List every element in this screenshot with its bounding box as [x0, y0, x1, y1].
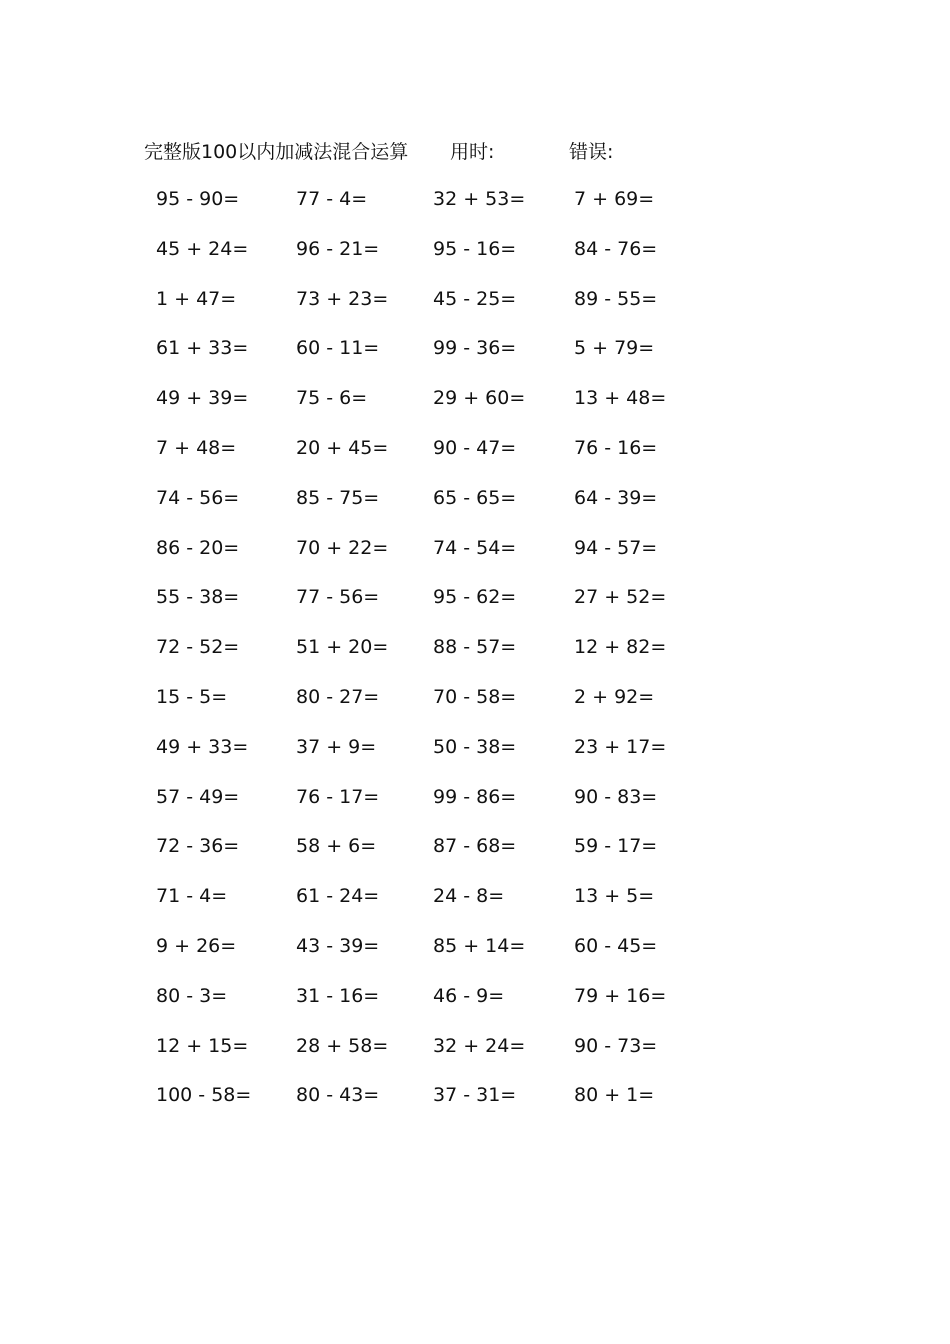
math-problem: 74 - 54= [433, 536, 517, 559]
problem-row [0, 235, 950, 285]
math-problem: 99 - 36= [433, 337, 517, 360]
math-problem: 45 - 25= [433, 287, 517, 310]
math-problem: 88 - 57= [433, 636, 517, 659]
math-problem: 73 + 23= [296, 287, 389, 310]
problem-row [0, 982, 950, 1032]
problem-row [0, 583, 950, 633]
math-problem: 59 - 17= [574, 835, 658, 858]
error-label: 错误: [569, 141, 614, 163]
math-problem: 60 - 11= [296, 337, 380, 360]
problem-row [0, 185, 950, 235]
problem-row [0, 434, 950, 484]
math-problem: 23 + 17= [574, 735, 667, 758]
math-problem: 79 + 16= [574, 984, 667, 1007]
math-problem: 100 - 58= [156, 1084, 252, 1107]
math-problem: 89 - 55= [574, 287, 658, 310]
math-problem: 80 - 27= [296, 685, 380, 708]
math-problem: 90 - 83= [574, 785, 658, 808]
math-problem: 80 + 1= [574, 1084, 655, 1107]
math-problem: 46 - 9= [433, 984, 505, 1007]
math-problem: 95 - 16= [433, 237, 517, 260]
problem-row [0, 733, 950, 783]
problem-row [0, 1081, 950, 1131]
math-problem: 32 + 24= [433, 1034, 526, 1057]
math-problem: 70 - 58= [433, 685, 517, 708]
math-problem: 49 + 33= [156, 735, 249, 758]
math-problem: 75 - 6= [296, 387, 368, 410]
math-problem: 37 - 31= [433, 1084, 517, 1107]
problem-row [0, 633, 950, 683]
math-problem: 61 - 24= [296, 885, 380, 908]
math-problem: 72 - 36= [156, 835, 240, 858]
time-label: 用时: [450, 141, 495, 163]
math-problem: 1 + 47= [156, 287, 237, 310]
problem-row [0, 334, 950, 384]
math-problem: 86 - 20= [156, 536, 240, 559]
math-problem: 76 - 16= [574, 436, 658, 459]
math-problem: 72 - 52= [156, 636, 240, 659]
math-problem: 90 - 73= [574, 1034, 658, 1057]
worksheet-title: 完整版100以内加减法混合运算 [144, 141, 409, 163]
math-problem: 77 - 4= [296, 188, 368, 210]
math-problem: 57 - 49= [156, 785, 240, 808]
math-problem: 99 - 86= [433, 785, 517, 808]
math-problem: 95 - 62= [433, 586, 517, 609]
math-problem: 7 + 69= [574, 188, 655, 210]
math-problem: 2 + 92= [574, 685, 655, 708]
math-problem: 37 + 9= [296, 735, 377, 758]
math-problem: 94 - 57= [574, 536, 658, 559]
problem-grid [0, 185, 950, 1131]
problem-row [0, 882, 950, 932]
math-problem: 70 + 22= [296, 536, 389, 559]
math-problem: 76 - 17= [296, 785, 380, 808]
math-problem: 15 - 5= [156, 685, 228, 708]
math-problem: 71 - 4= [156, 885, 228, 908]
math-problem: 51 + 20= [296, 636, 389, 659]
problem-row [0, 683, 950, 733]
math-problem: 13 + 48= [574, 387, 667, 410]
math-problem: 43 - 39= [296, 934, 380, 957]
math-problem: 24 - 8= [433, 885, 505, 908]
problem-row [0, 384, 950, 434]
math-problem: 5 + 79= [574, 337, 655, 360]
math-problem: 45 + 24= [156, 237, 249, 260]
problem-row [0, 832, 950, 882]
math-problem: 58 + 6= [296, 835, 377, 858]
math-problem: 55 - 38= [156, 586, 240, 609]
math-problem: 12 + 82= [574, 636, 667, 659]
math-problem: 95 - 90= [156, 188, 240, 210]
math-problem: 90 - 47= [433, 436, 517, 459]
math-problem: 61 + 33= [156, 337, 249, 360]
math-problem: 20 + 45= [296, 436, 389, 459]
problem-row [0, 534, 950, 584]
math-problem: 74 - 56= [156, 486, 240, 509]
problem-row [0, 484, 950, 534]
math-problem: 7 + 48= [156, 436, 237, 459]
math-problem: 87 - 68= [433, 835, 517, 858]
math-problem: 32 + 53= [433, 188, 526, 210]
math-problem: 28 + 58= [296, 1034, 389, 1057]
math-problem: 85 + 14= [433, 934, 526, 957]
math-problem: 60 - 45= [574, 934, 658, 957]
math-problem: 77 - 56= [296, 586, 380, 609]
math-problem: 80 - 3= [156, 984, 228, 1007]
problem-row [0, 285, 950, 335]
problem-row [0, 1032, 950, 1082]
math-problem: 84 - 76= [574, 237, 658, 260]
math-problem: 9 + 26= [156, 934, 237, 957]
math-problem: 13 + 5= [574, 885, 655, 908]
math-problem: 64 - 39= [574, 486, 658, 509]
problem-row [0, 783, 950, 833]
math-problem: 80 - 43= [296, 1084, 380, 1107]
math-problem: 29 + 60= [433, 387, 526, 410]
problem-row [0, 932, 950, 982]
math-problem: 65 - 65= [433, 486, 517, 509]
math-problem: 96 - 21= [296, 237, 380, 260]
math-problem: 49 + 39= [156, 387, 249, 410]
math-problem: 12 + 15= [156, 1034, 249, 1057]
math-problem: 31 - 16= [296, 984, 380, 1007]
math-problem: 85 - 75= [296, 486, 380, 509]
math-problem: 27 + 52= [574, 586, 667, 609]
math-problem: 50 - 38= [433, 735, 517, 758]
